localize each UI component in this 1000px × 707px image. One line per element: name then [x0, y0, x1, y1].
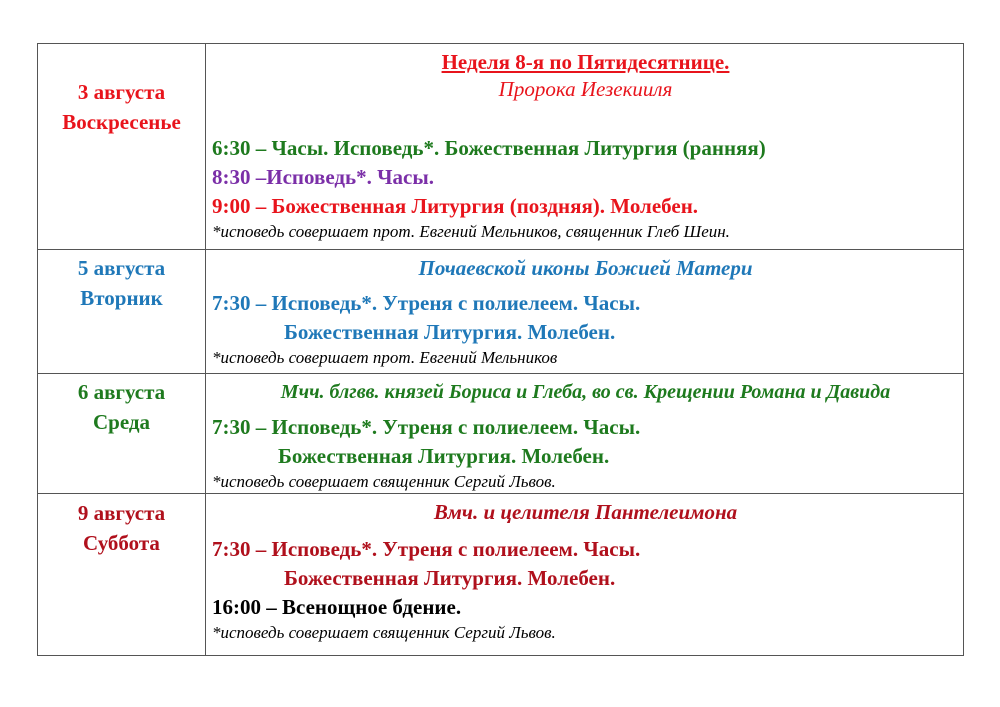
- service-line: 7:30 – Исповедь*. Утреня с полиелеем. Часы.: [212, 415, 641, 439]
- service-line: Божественная Литургия. Молебен.: [284, 320, 616, 344]
- service-line: 7:30 – Исповедь*. Утреня с полиелеем. Часы.: [212, 537, 641, 561]
- feast-title: Мчч. блгвв. князей Бориса и Глеба, во св. Крещении Романа и Давида: [280, 381, 891, 403]
- service-line: Божественная Литургия. Молебен.: [278, 444, 610, 468]
- service-line: 8:30 –Исповедь*. Часы.: [212, 165, 434, 189]
- weekday-label: Воскресенье: [62, 110, 181, 134]
- date-label: 3 августа: [77, 80, 166, 104]
- schedule-row: [38, 494, 964, 656]
- feast-subtitle: Пророка Иезекииля: [498, 77, 673, 101]
- weekday-label: Суббота: [83, 531, 160, 555]
- confession-note: *исповедь совершает священник Сергий Львов.: [212, 623, 556, 642]
- feast-title: Почаевской иконы Божией Матери: [418, 256, 753, 280]
- date-cell: [38, 494, 206, 656]
- schedule-row: [38, 44, 964, 250]
- service-line: 9:00 – Божественная Литургия (поздняя). Молебен.: [212, 194, 699, 218]
- event-cell: [206, 374, 964, 494]
- feast-title: Вмч. и целителя Пантелеимона: [433, 500, 738, 524]
- schedule-row: [38, 374, 964, 494]
- schedule-table: [37, 43, 964, 656]
- weekday-label: Вторник: [80, 286, 163, 310]
- date-label: 6 августа: [77, 380, 166, 404]
- date-label: 5 августа: [77, 256, 166, 280]
- date-cell: [38, 44, 206, 250]
- service-line: 7:30 – Исповедь*. Утреня с полиелеем. Часы.: [212, 291, 641, 315]
- weekday-label: Среда: [92, 410, 150, 434]
- confession-note: *исповедь совершает прот. Евгений Мельников, священник Глеб Шеин.: [212, 222, 730, 241]
- date-cell: [38, 374, 206, 494]
- event-cell: [206, 494, 964, 656]
- schedule-row: [38, 250, 964, 374]
- service-line: Божественная Литургия. Молебен.: [284, 566, 616, 590]
- feast-title: Неделя 8-я по Пятидесятнице.: [441, 50, 730, 74]
- date-label: 9 августа: [77, 501, 166, 525]
- confession-note: *исповедь совершает прот. Евгений Мельников: [212, 348, 558, 367]
- event-cell: [206, 250, 964, 374]
- date-cell: [38, 250, 206, 374]
- service-line: 16:00 – Всенощное бдение.: [212, 595, 462, 619]
- event-cell: [206, 44, 964, 250]
- service-line: 6:30 – Часы. Исповедь*. Божественная Литургия (ранняя): [212, 136, 766, 160]
- confession-note: *исповедь совершает священник Сергий Львов.: [212, 472, 556, 491]
